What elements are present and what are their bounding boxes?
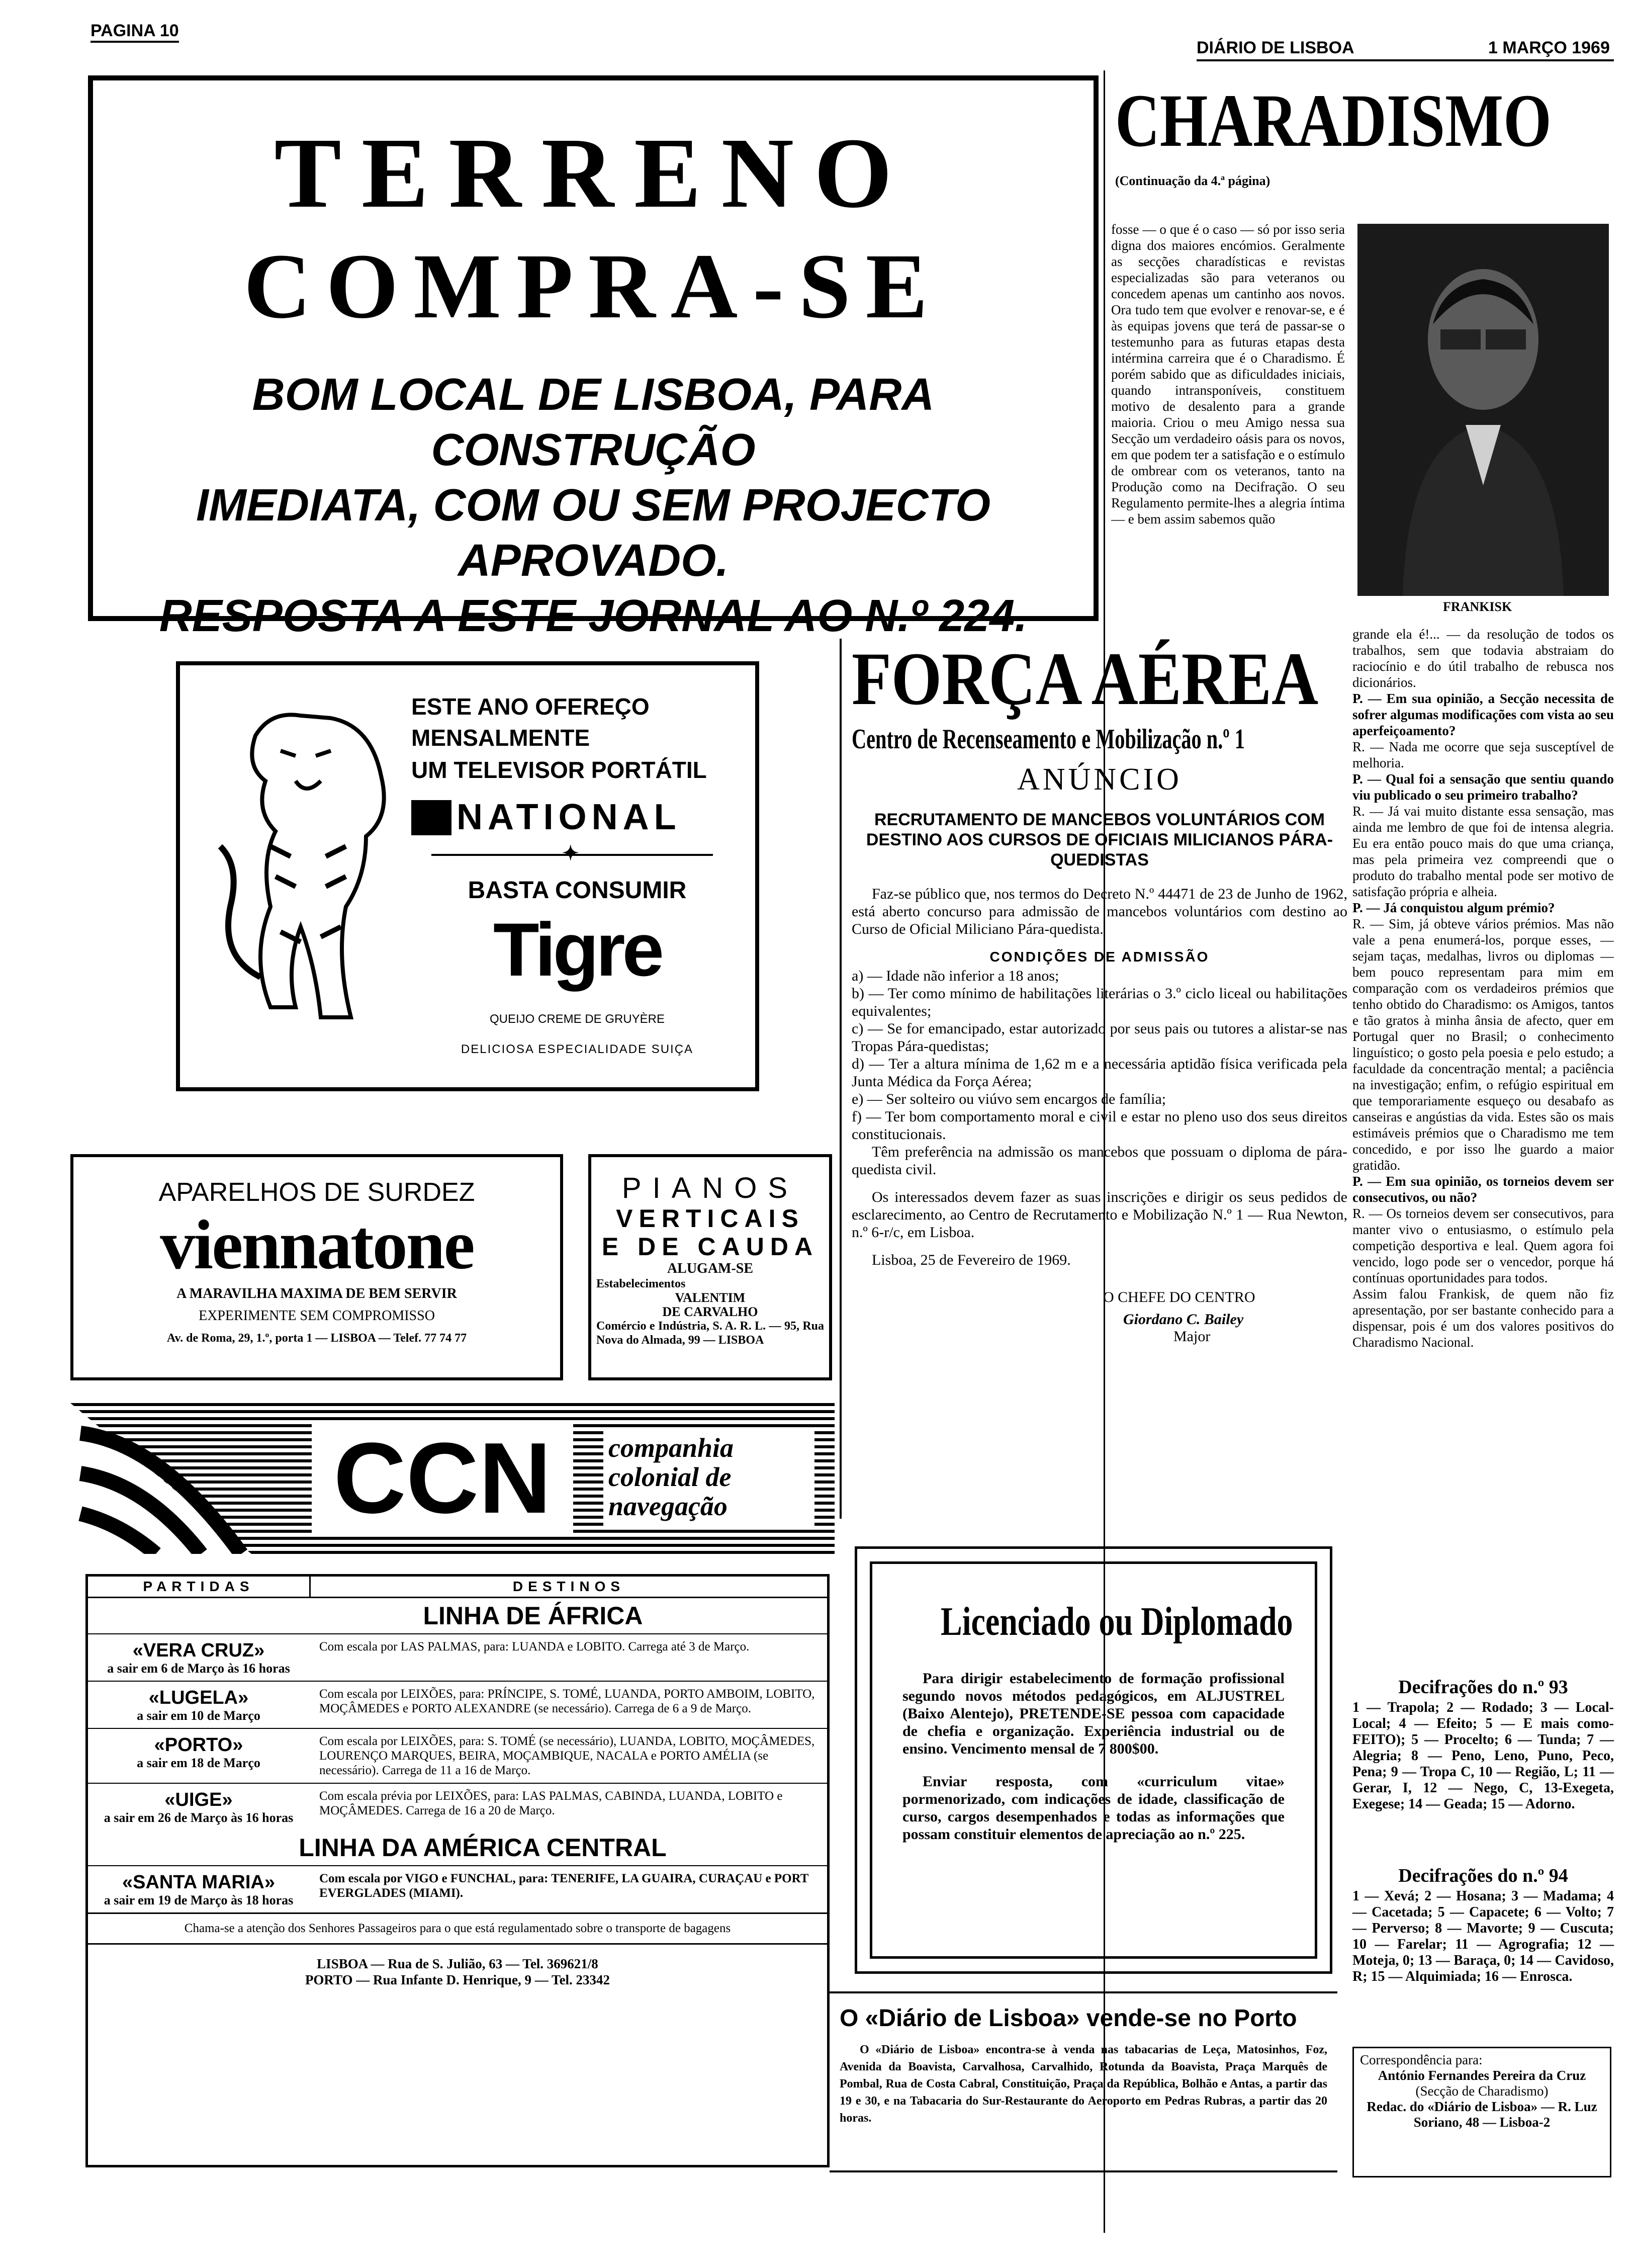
tigre-line-2: MENSALMENTE (411, 725, 590, 751)
viennatone-offer: EXPERIMENTE SEM COMPROMISSO (199, 1308, 435, 1324)
pianos-line-2: VERTICAIS (616, 1204, 804, 1233)
condition-item: c) — Se for emancipado, estar autorizado por seus pais ou tutores a alistar-se nas Tropas Pára-quedistas; (852, 1020, 1347, 1055)
ship-flag-icon (70, 1403, 251, 1554)
licenciado-p2: Enviar resposta, com «curriculum vitae» pormenorizado, com indicações de idade, classificação de curso, cargos desempenhados e todas as informações que possam constituir elementos de apreciação ao n.º 225. (902, 1773, 1285, 1843)
forca-chefe: O CHEFE DO CENTRO (1103, 1289, 1255, 1305)
ccn-logo: CCN (312, 1423, 573, 1534)
condition-item: b) — Ter como mínimo de habilitações literárias o 3.º ciclo liceal ou habilitações equivalentes; (852, 985, 1347, 1019)
ship-name: «PORTO» (154, 1734, 243, 1756)
viennatone-ad (70, 1154, 563, 1380)
terreno-line-1: BOM LOCAL DE LISBOA, PARA CONSTRUÇÃO (252, 370, 935, 475)
porto-text: O «Diário de Lisboa» encontra-se à venda nas tabacarias de Leça, Matosinhos, Foz, Avenida da Boavista, Carvalhosa, Carvalhido, Rotunda da Boavista, Praça Marquês de Pombal, Rua de Costa Cabral, Constituição, Praça da República, Bolhão e Antas, a partir das 19 e 30, e na Tabacaria do Sur-Restaurante do Aeroporto em Pedras Rubras, a partir das 20 horas. (840, 2043, 1327, 2125)
interview-question: P. — Em sua opinião, a Secção necessita de sofrer algumas modificações com vista ao seu aperfeiçoamento? (1352, 691, 1614, 738)
portrait-image (1357, 224, 1609, 596)
forca-signature: Giordano C. Bailey (1123, 1311, 1244, 1328)
forca-intro: Faz-se público que, nos termos do Decreto N.º 44471 de 23 de Junho de 1962, está aberto concurso para admissão de mancebos voluntários com destino ao Curso de Oficial Miliciano Pára-quedista. (852, 886, 1347, 937)
corr-name: António Fernandes Pereira da Cruz (1378, 2068, 1586, 2083)
ship-when: a sair em 18 de Março (137, 1756, 260, 1770)
forca-heading: RECRUTAMENTO DE MANCEBOS VOLUNTÁRIOS COM DESTINO AOS CURSOS DE OFICIAIS MILICIANOS PÁRA-QUEDISTAS (866, 810, 1333, 869)
interview-answer: R. — Os torneios devem ser consecutivos, para manter vivo o entusiasmo, o estímulo pela competição desportiva e leal. Quem agora foi vencido, logo pode ser o vencedor, porque há contínuas oportunidades para todos. (1352, 1206, 1614, 1285)
viennatone-brand: viennatone (160, 1206, 474, 1284)
forca-centro: Centro de Recenseamento e Mobilização n.º 1 (852, 724, 1245, 755)
charadismo-column-2 (1352, 626, 1614, 1803)
porto-address: PORTO — Rua Infante D. Henrique, 9 — Tel. 23342 (305, 1972, 610, 1987)
interview-answer: R. — Já vai muito distante essa sensação, mas ainda me lembro de que foi de intensa alegria. Eu era então pouco mais do que uma criança, mas pela primeira vez compreendi que o produto do trabalho mental pode ser motivo de satisfação própria e alheia. (1352, 804, 1614, 899)
ship-row (88, 1633, 827, 1681)
ccn-name (603, 1431, 814, 1526)
tigre-consume: BASTA CONSUMIR (468, 877, 687, 904)
ship-when: a sair em 26 de Março às 16 horas (104, 1810, 294, 1825)
partidas-header (88, 1577, 827, 1598)
condition-item: d) — Ter a altura mínima de 1,62 m e a necessária aptidão física verificada pela Junta Médica da Força Aérea; (852, 1056, 1347, 1090)
national-logo-mark (411, 800, 451, 835)
ccn-name-3: navegação (608, 1491, 728, 1521)
tigre-ad (176, 661, 759, 1091)
ship-route: Com escala por LEIXÕES, para: S. TOMÉ (se necessário), LUANDA, LOBITO, MOÇÂMEDES, LOURENÇO MARQUES, BEIRA, MOÇAMBIQUE, NACALA e PORTO AMÉLIA (se necessário). Carrega de 11 a 16 de Março. (319, 1734, 815, 1777)
destinos-label: DESTINOS (512, 1579, 625, 1594)
charadismo-column-1: fosse — o que é o caso — só por isso seria digna dos maiores encómios. Geralmente as secções charadísticas e revistas especializadas são para veteranos ou concedem apenas um cantinho aos novos. Ora tudo tem que evolver e renovar-se, e é às equipas jovens que terá de passar-se o testemunho para as futuras etapas desta intérmina carreira que é o Charadismo. É porém sabido que as dificuldades iniciais, quando intransponíveis, constituem motivo de desalento para a grande maioria. Criou o meu Amigo nessa sua Secção um verdadeiro oásis para os novos, em que podem ter a satisfação e o estímulo de ombrear com os veteranos, tanto na Produção como na Decifração. O seu Regulamento permite-lhes a alegria íntima — e bem assim sabemos quão (1111, 222, 1345, 527)
viennatone-slogan: A MARAVILHA MAXIMA DE BEM SERVIR (176, 1286, 457, 1301)
pianos-name-1: VALENTIM (675, 1290, 746, 1305)
ccn-name-2: colonial de (608, 1462, 732, 1492)
corr-section: (Secção de Charadismo) (1415, 2083, 1549, 2099)
condition-item: e) — Ser solteiro ou viúvo sem encargos de família; (852, 1091, 1166, 1107)
ship-row (88, 1783, 827, 1830)
dec94-text: 1 — Xevá; 2 — Hosana; 3 — Madama; 4 — Cacetada; 5 — Capacete; 6 — Volto; 7 — Perverso; 8 — Mavorte; 9 — Cuscuta; 10 — Farelar; 11 — Agrografia; 12 — Moteja, 0; 13 — Baraça, 0; 14 — Cavidoso, R; 15 — Alquimiada; 16 — Enrosca. (1352, 1888, 1614, 1984)
pianos-rent: ALUGAM-SE (667, 1261, 754, 1276)
terreno-title: TERRENO (274, 118, 913, 229)
forca-title: FORÇA AÉREA (852, 637, 1319, 721)
interview-question: P. — Em sua opinião, os torneios devem ser consecutivos, ou não? (1352, 1174, 1614, 1205)
ship-when: a sair em 6 de Março às 16 horas (107, 1661, 290, 1676)
terreno-line-3: RESPOSTA A ESTE JORNAL AO N.º 224. (159, 591, 1028, 641)
dec93-title: Decifrações do n.º 93 (1398, 1677, 1568, 1698)
forca-conditions: CONDIÇÕES DE ADMISSÃO (989, 949, 1210, 965)
header-rule (1197, 59, 1614, 61)
pianos-address: Comércio e Indústria, S. A. R. L. — 95, Rua Nova do Almada, 99 — LISBOA (596, 1320, 824, 1347)
star-icon: ✦ (562, 842, 579, 864)
ship-name: «VERA CRUZ» (132, 1640, 265, 1661)
forca-interest: Os interessados devem fazer as suas inscrições e dirigir os seus pedidos de esclarecimento, ao Centro de Recrutamento e Mobilização N.º 1 — Rua Newton, n.º 6-r/c, em Lisboa. (852, 1189, 1347, 1241)
pianos-est: Estabelecimentos (596, 1277, 686, 1290)
forca-date: Lisboa, 25 de Fevereiro de 1969. (872, 1252, 1071, 1268)
ship-name: «SANTA MARIA» (122, 1872, 276, 1893)
corr-address: Redac. do «Diário de Lisboa» — R. Luz Soriano, 48 — Lisboa-2 (1367, 2099, 1597, 2130)
ship-row (88, 1728, 827, 1783)
tigre-line-3: UM TELEVISOR PORTÁTIL (411, 757, 707, 783)
dec93-text: 1 — Trapola; 2 — Rodado; 3 — Local-Local; 4 — Efeito; 5 — E mais como-FEITO); 5 — Procelto; 6 — Tunda; 7 — Alegria; 8 — Peno, Leno, Puno, Peco, Pena; 9 — Tropa C, 10 — Região, L; 11 — Gerar, I, 12 — Nego, C, 13-Exegeta, Exegese; 14 — Geada; 15 — Adorno. (1352, 1700, 1614, 1812)
charadismo-continuation: (Continuação da 4.ª página) (1115, 173, 1270, 188)
ship-route: Com escala por LAS PALMAS, para: LUANDA e LOBITO. Carrega até 3 de Março. (319, 1640, 750, 1653)
page-number: PAGINA 10 (90, 21, 179, 43)
ship-route: Com escala prévia por LEIXÕES, para: LAS PALMAS, CABINDA, LUANDA, LOBITO e MOÇÂMEDES. Carrega de 16 a 20 de Março. (319, 1789, 783, 1817)
linha-america: LINHA DA AMÉRICA CENTRAL (299, 1834, 667, 1862)
ccn-banner (70, 1403, 835, 1554)
condition-item: f) — Ter bom comportamento moral e civil e estar no pleno uso dos seus direitos constitucionais. (852, 1108, 1347, 1143)
interview-para: grande ela é!... — da resolução de todos os trabalhos, sem que todavia abstraiam do raciocínio e do útil trabalho de rebusca nos dicionários. (1352, 627, 1614, 690)
dec94-title: Decifrações do n.º 94 (1398, 1865, 1568, 1886)
issue-date: 1 MARÇO 1969 (1488, 38, 1610, 57)
tigre-tag-1: QUEIJO CREME DE GRUYÈRE (489, 1012, 665, 1026)
condition-item: a) — Idade não inferior a 18 anos; (852, 968, 1059, 984)
licenciado-ad (855, 1546, 1332, 1974)
interview-question: P. — Qual foi a sensação que sentiu quando viu publicado o seu primeiro trabalho? (1352, 771, 1614, 803)
tiger-icon (200, 695, 401, 1058)
decifracoes-94 (1352, 1863, 1614, 1985)
porto-notice (830, 1991, 1337, 2172)
baggage-note: Chama-se a atenção dos Senhores Passageiros para o que está regulamentado sobre o transporte de bagagens (88, 1912, 827, 1945)
correspondence-box (1352, 2047, 1611, 2177)
national-brand: NATIONAL (457, 797, 681, 837)
linha-africa: LINHA DE ÁFRICA (423, 1602, 643, 1630)
terreno-line-2: IMEDIATA, COM OU SEM PROJECTO APROVADO. (196, 480, 991, 586)
viennatone-address: Av. de Roma, 29, 1.º, porta 1 — LISBOA — Telef. 77 74 77 (166, 1332, 467, 1345)
interview-question: P. — Já conquistou algum prémio? (1352, 900, 1555, 915)
lisboa-address: LISBOA — Rua de S. Julião, 63 — Tel. 369621/8 (317, 1956, 598, 1971)
interview-answer: R. — Nada me ocorre que seja susceptível de melhoria. (1352, 739, 1614, 770)
ship-route: Com escala por LEIXÕES, para: PRÍNCIPE, S. TOMÉ, LUANDA, PORTO AMBOIM, LOBITO, MOÇÂMEDES e PORTO ALEXANDRE (se necessário). Carrega de 6 a 9 de Março. (319, 1687, 815, 1715)
forca-rank: Major (1173, 1328, 1211, 1345)
licenciado-p1: Para dirigir estabelecimento de formação profissional segundo novos métodos pedagógicos, em ALJUSTREL (Baixo Alentejo), PRETENDE-SE pessoa com capacidade de chefia e organização. Experiência industrial ou de ensino. Vencimento mensal de 7 800$00. (902, 1670, 1285, 1757)
forca-anuncio: ANÚNCIO (1017, 762, 1182, 797)
forca-items (852, 967, 1347, 1143)
terreno-subtitle: COMPRA-SE (243, 235, 943, 338)
tigre-line-1: ESTE ANO OFEREÇO (411, 693, 650, 720)
charadismo-photo (1357, 224, 1609, 596)
ship-row (88, 1865, 827, 1912)
forca-preference: Têm preferência na admissão os mancebos que possuam o diploma de pára-quedista civil. (852, 1144, 1347, 1178)
ship-name: «UIGE» (164, 1789, 233, 1810)
tigre-tag-2: DELICIOSA ESPECIALIDADE SUIÇA (461, 1042, 694, 1056)
pianos-name-2: DE CARVALHO (662, 1304, 758, 1319)
partidas-ad (85, 1574, 830, 2167)
ccn-name-1: companhia (608, 1433, 734, 1463)
charadismo-title: CHARADISMO (1115, 79, 1552, 162)
ship-route: Com escala por VIGO e FUNCHAL, para: TENERIFE, LA GUAIRA, CURAÇAU e PORT EVERGLADES (MIAMI). (319, 1872, 808, 1900)
forca-aerea-notice (840, 639, 1347, 1519)
photo-caption: FRANKISK (1443, 599, 1512, 614)
decifracoes-93 (1352, 1675, 1614, 1812)
pianos-line-3: E DE CAUDA (601, 1233, 819, 1261)
terreno-ad (88, 75, 1099, 641)
ship-when: a sair em 19 de Março às 18 horas (104, 1893, 294, 1907)
licenciado-title: Licenciado ou Diplomado (941, 1600, 1293, 1644)
ship-when: a sair em 10 de Março (137, 1708, 260, 1723)
tigre-product-logo: Tigre (493, 907, 661, 992)
interview-answer: R. — Sim, já obteve vários prémios. Mas não vale a pena enumerá-los, porque esses, — sejam taças, medalhas, livros ou diplomas — bem pouco representam para mim em comparação com os verdadeiros prémios que tenho obtido do Charadismo: os Amigos, tantos e tão gratos à minha ânsia de afecto, quer em Portugal quer no Brasil; o conhecimento linguístico; o gosto pela poesia e pelo estudo; a faculdade da concentração mental; a paciência na investigação; enfim, o refúgio espiritual em que temporariamente esqueço ou desabafo as canseiras e angústias da vida. Estes são os mais estimáveis prémios que o Charadismo me tem concedido, e por isso lhe guardo a maior gratidão. (1352, 916, 1614, 1173)
newspaper-name: DIÁRIO DE LISBOA (1197, 38, 1354, 57)
pianos-ad (588, 1154, 832, 1380)
viennatone-title: APARELHOS DE SURDEZ (158, 1178, 475, 1207)
partidas-label: PARTIDAS (88, 1577, 311, 1597)
ship-name: «LUGELA» (148, 1687, 249, 1708)
corr-label: Correspondência para: (1360, 2052, 1483, 2067)
pianos-line-1: PIANOS (621, 1172, 799, 1204)
ship-row (88, 1681, 827, 1728)
interview-closing: Assim falou Frankisk, de quem não fiz apresentação, por ser bastante conhecido para a dispensar, pois é um dos valores positivos do Charadismo Nacional. (1352, 1286, 1614, 1350)
porto-title: O «Diário de Lisboa» vende-se no Porto (840, 2005, 1297, 2032)
